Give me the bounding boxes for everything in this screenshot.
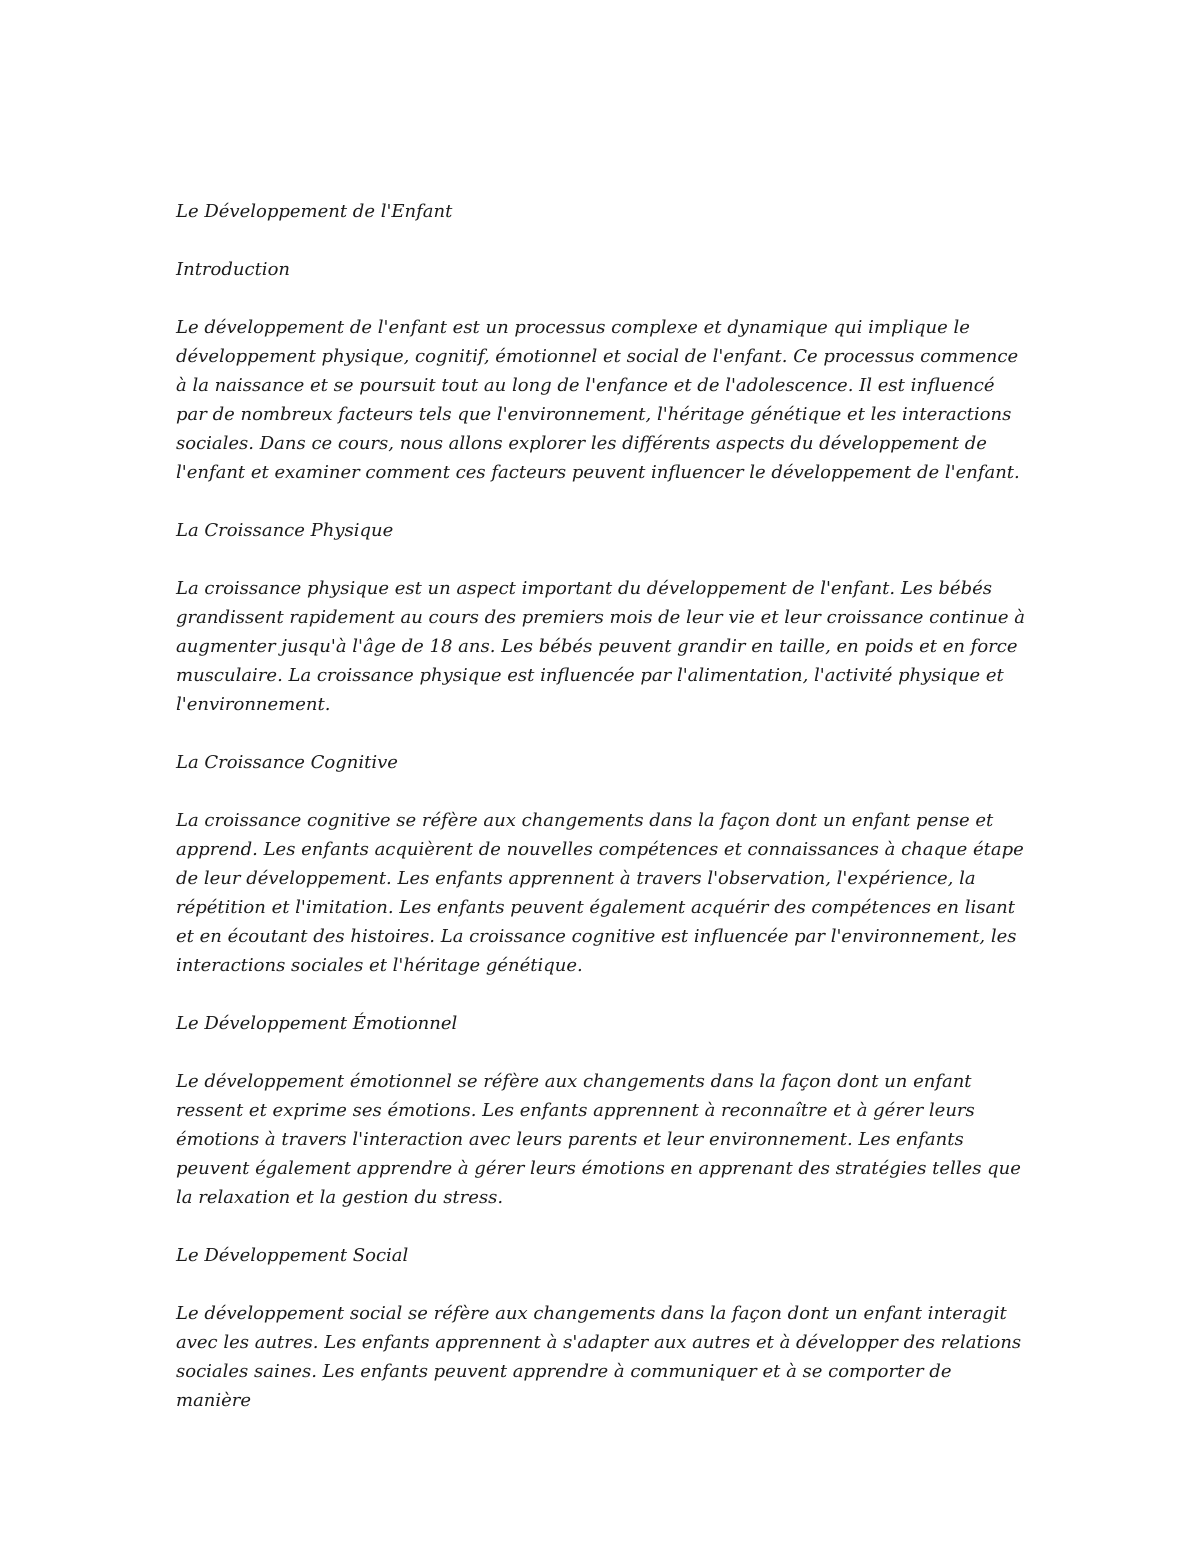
- section-paragraph-developpement-emotionnel: Le développement émotionnel se réfère aux changements dans la façon dont un enfant ressent et exprime ses émotions. Les enfants apprennent à reconnaître et à gérer leurs émotions à travers l'interaction avec leurs parents et leur environnement. Les enfants peuvent également apprendre à gérer leurs émotions en apprenant des stratégies telles que la relaxation et la gestion du stress.: [176, 1071, 1021, 1208]
- section-heading-introduction: Introduction: [176, 259, 290, 280]
- section-heading-croissance-physique: La Croissance Physique: [176, 520, 394, 541]
- section-paragraph-croissance-cognitive: La croissance cognitive se réfère aux changements dans la façon dont un enfant pense et apprend. Les enfants acquièrent de nouvelles compétences et connaissances à chaque étape de leur développement. Les enfants apprennent à travers l'observation, l'expérience, la répétition et l'imitation. Les enfants peuvent également acquérir des compétences en lisant et en écoutant des histoires. La croissance cognitive est influencée par l'environnement, les interactions sociales et l'héritage génétique.: [176, 810, 1024, 976]
- document-body: [176, 197, 1028, 1444]
- section-paragraph-developpement-social: Le développement social se réfère aux changements dans la façon dont un enfant interagit avec les autres. Les enfants apprennent à s'adapter aux autres et à développer des relations sociales saines. Les enfants peuvent apprendre à communiquer et à se comporter de manière: [176, 1303, 1022, 1411]
- section-heading-developpement-social: Le Développement Social: [176, 1245, 409, 1266]
- section-paragraph-croissance-physique: La croissance physique est un aspect important du développement de l'enfant. Les bébés grandissent rapidement au cours des premiers mois de leur vie et leur croissance continue à augmenter jusqu'à l'âge de 18 ans. Les bébés peuvent grandir en taille, en poids et en force musculaire. La croissance physique est influencée par l'alimentation, l'activité physique et l'environnement.: [176, 578, 1025, 715]
- section-heading-developpement-emotionnel: Le Développement Émotionnel: [176, 1013, 458, 1034]
- section-paragraph-introduction: Le développement de l'enfant est un processus complexe et dynamique qui implique le développement physique, cognitif, émotionnel et social de l'enfant. Ce processus commence à la naissance et se poursuit tout au long de l'enfance et de l'adolescence. Il est influencé par de nombreux facteurs tels que l'environnement, l'héritage génétique et les interactions sociales. Dans ce cours, nous allons explorer les différents aspects du développement de l'enfant et examiner comment ces facteurs peuvent influencer le développement de l'enfant.: [176, 317, 1020, 483]
- section-heading-croissance-cognitive: La Croissance Cognitive: [176, 752, 398, 773]
- document-title: Le Développement de l'Enfant: [176, 201, 453, 222]
